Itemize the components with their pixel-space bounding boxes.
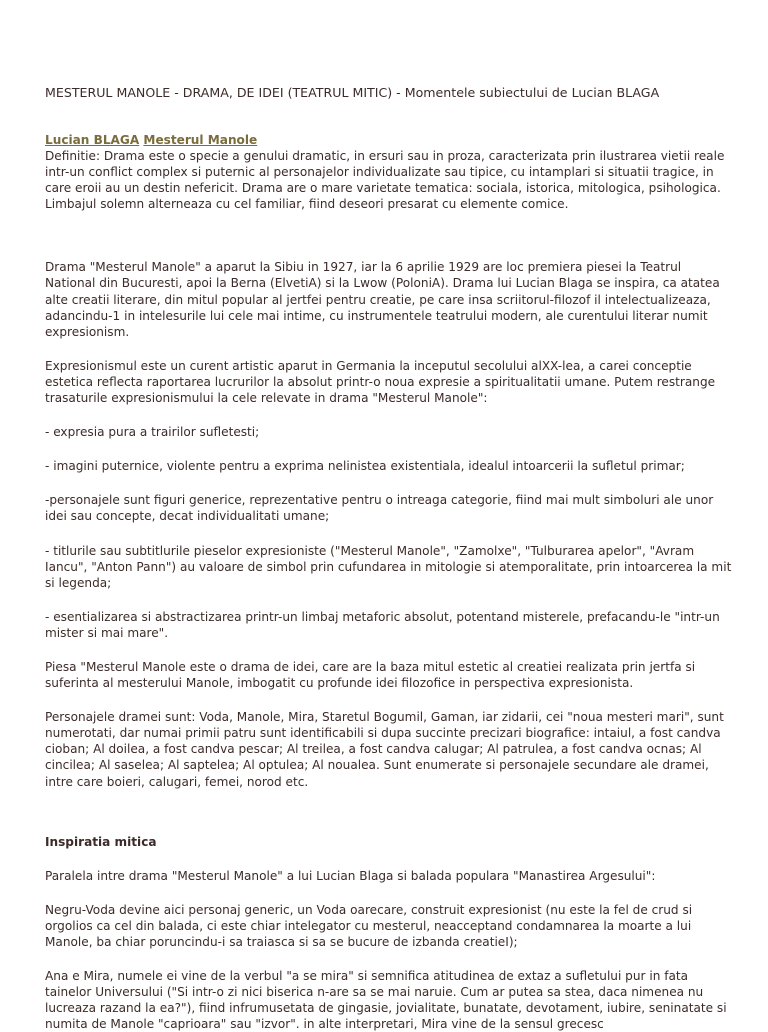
author-work-links [45, 132, 735, 148]
list-item-generic-characters: -personajele sunt figuri generice, reprezentative pentru o intreaga categorie, fiind mai mult simboluri ale unor idei sau concepte, decat individualitati umane; [45, 493, 714, 524]
author-link[interactable]: Lucian BLAGA [45, 133, 140, 147]
list-item-metaphoric-language: - esentializarea si abstractizarea printr-un limbaj metaforic absolut, potentand misterele, prefacandu-le "intr-un mister si mai mare". [45, 609, 720, 640]
list-item-strong-images: - imagini puternice, violente pentru a exprima nelinistea existentiala, idealul intoarcerii la sufletul primar; [45, 459, 685, 474]
paragraph-premiere: Drama "Mesterul Manole" a aparut la Sibiu in 1927, iar la 6 aprilie 1929 are loc premiera piesei la Teatrul National din Bucuresti, apoi la Berna (ElvetiA) si la Lwow (PoloniA). Drama lui Lucian Blaga se inspira, ca atatea alte creatii literare, din mitul popular al jertfei pentru creatie, pe care insa scriitorul-filozof il intelectualizeaza, adancindu-1 in intelesurile lui cele mai intime, cu instrumentele teatrului modern, ale curentului literar numit expresionism. [45, 260, 720, 339]
paragraph-expressionism: Expresionismul este un curent artistic aparut in Germania la inceputul secolului alXX-lea, a carei conceptie estetica reflecta raportarea lucrurilor la absolut printr-o noua expresie a spiritualitatii umane. Putem restrange trasaturile expresionismului la cele relevate in drama "Mesterul Manole": [45, 358, 716, 406]
list-item-pure-expression: - expresia pura a trairilor sufletesti; [45, 425, 260, 440]
paragraph-negru-voda: Negru-Voda devine aici personaj generic, un Voda oarecare, construit expresionist (nu este la fel de crud si orgolios ca cel din balada, ci este chiar intelegator cu mesterul, neacceptand condamnarea la moarte a lui Manole, ba chiar poruncindu-i sa traiasca si sa se bucure de izbanda creatieI); [45, 902, 693, 949]
document-title: MESTERUL MANOLE - DRAMA, DE IDEI (TEATRUL MITIC) - Momentele subiectului de Lucian BLAGA [45, 85, 660, 100]
paragraph-ana-mira: Ana e Mira, numele ei vine de la verbul "a se mira" si semnifica atitudinea de extaz a sufletului pur in fata tainelor Universului ("Si intr-o zi nici biserica n-are sa se mai naruie. Cum ar putea sa stea, daca nimenea nu lucreaza razand la ea?"), fiind infrumusetata de gingasie, jovialitate, bunatate, devotament, iubire, seninatate si numita de Manole "caprioara" sau "izvor". in alte interpretari, Mira vine de la sensul grecesc [45, 969, 727, 1032]
paragraph-characters: Personajele dramei sunt: Voda, Manole, Mira, Staretul Bogumil, Gaman, iar zidarii, cei "noua mesteri mari", sunt numerotati, dar numai primii patru sunt identificabili si dupa succinte precizari biografice: intaiul, a fost candva cioban; Al doilea, a fost candva pescar; Al treilea, a fost candva calugar; Al patrulea, a fost candva ocnas; Al cincilea; Al saselea; Al saptelea; Al optulea; Al noualea. Sunt enumerate si personajele secundare ale dramei, intre care boieri, calugari, femei, norod etc. [45, 710, 724, 789]
paragraph-parallel: Paralela intre drama "Mesterul Manole" a lui Lucian Blaga si balada populara "Manastirea Argesului": [45, 868, 656, 883]
section-heading: Inspiratia mitica [45, 834, 157, 849]
work-link[interactable]: Mesterul Manole [143, 133, 258, 147]
list-item-symbolic-titles: - titlurile sau subtitlurile pieselor expresioniste ("Mesterul Manole", "Zamolxe", "Tulburarea apelor", "Avram Iancu", "Anton Pann") au valoare de simbol prin cufundarea in mitologie si atemporalitate, prin intoarcerea la mit si legenda; [45, 543, 732, 590]
paragraph-drama-of-ideas: Piesa "Mesterul Manole este o drama de idei, care are la baza mitul estetic al creatiei realizata prin jertfa si suferinta al mesterului Manole, imbogatit cu profunde idei filozofice in perspectiva expresionista. [45, 659, 696, 691]
definition-paragraph: Definitie: Drama este o specie a genului dramatic, in ersuri sau in proza, caracterizata prin ilustrarea vietii reale intr-un conflict complex si puternic al personajelor individualizate sau tipice, cu intamplari si situatii tragice, in care eroii au un destin nefericit. Drama are o mare varietate tematica: sociala, istorica, mitologica, psihologica. Limbajul solemn alterneaza cu cel familiar, fiind deseori presarat cu elemente comice. [45, 149, 725, 212]
document-page [45, 84, 735, 1032]
